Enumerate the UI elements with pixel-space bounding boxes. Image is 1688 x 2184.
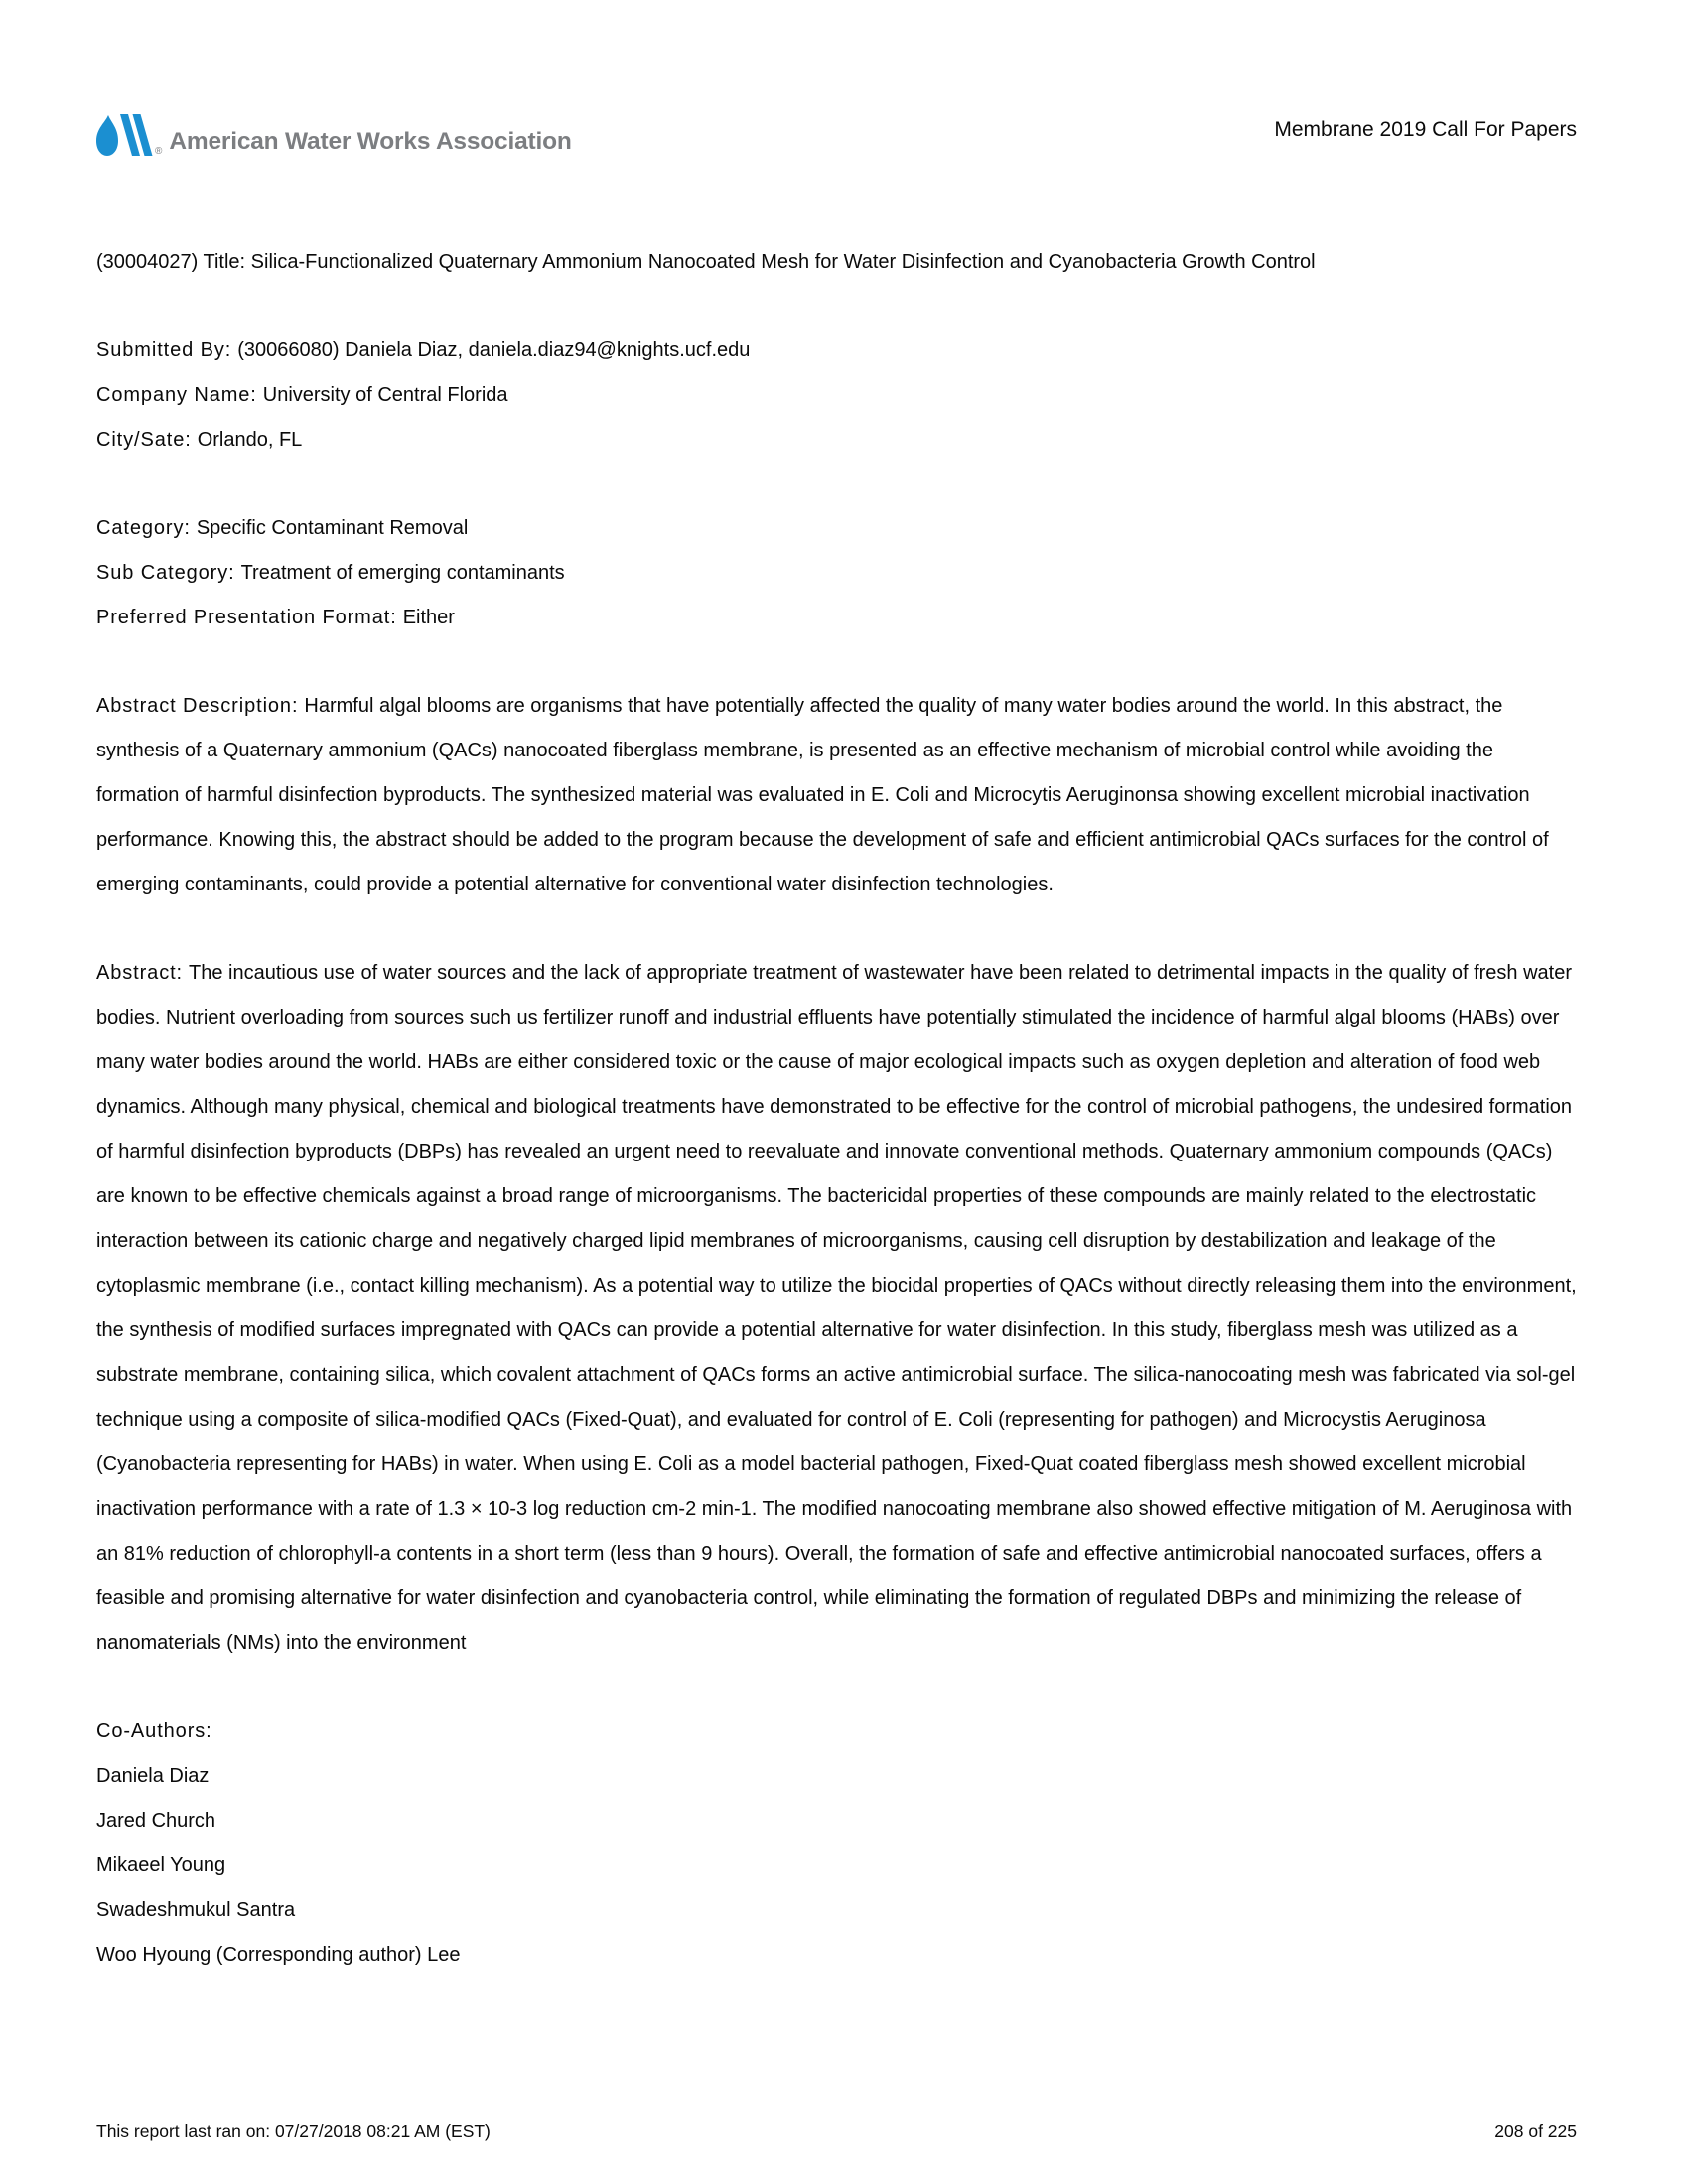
presentation-format-line — [96, 596, 1577, 640]
page-footer — [96, 2121, 1577, 2142]
submitter-info-block — [96, 329, 1577, 463]
submitted-by-line — [96, 329, 1577, 373]
presentation-format-label: Preferred Presentation Format: — [96, 607, 397, 628]
submission-title-line: (30004027) Title: Silica-Functionalized Quaternary Ammonium Nanocoated Mesh for Water Disinfection and Cyanobacteria Growth Control — [96, 251, 1316, 273]
abstract-label: Abstract: — [96, 962, 184, 984]
abstract-paragraph — [96, 951, 1577, 1666]
city-state-label: City/Sate: — [96, 429, 192, 451]
submitted-by-label: Submitted By: — [96, 340, 232, 361]
category-line — [96, 506, 1577, 551]
company-name-value: University of Central Florida — [262, 384, 508, 406]
company-name-line — [96, 373, 1577, 418]
category-value: Specific Contaminant Removal — [196, 517, 469, 539]
category-block — [96, 506, 1577, 640]
sub-category-line — [96, 551, 1577, 596]
page-header — [96, 114, 1577, 158]
abstract-description-label: Abstract Description: — [96, 695, 299, 717]
sub-category-value: Treatment of emerging contaminants — [240, 562, 565, 584]
report-last-ran-text: This report last ran on: 07/27/2018 08:21 AM (EST) — [96, 2121, 491, 2141]
city-state-line — [96, 418, 1577, 463]
report-title: Membrane 2019 Call For Papers — [1274, 118, 1577, 141]
city-state-value: Orlando, FL — [197, 429, 303, 451]
abstract-description-paragraph — [96, 684, 1577, 907]
co-authors-label: Co-Authors: — [96, 1720, 212, 1742]
logo-org-name: American Water Works Association — [169, 128, 572, 155]
presentation-format-value: Either — [402, 607, 455, 628]
category-label: Category: — [96, 517, 191, 539]
co-author-name: Mikaeel Young — [96, 1854, 226, 1876]
page-number: 208 of 225 — [1494, 2121, 1577, 2141]
abstract-description-text: Harmful algal blooms are organisms that have potentially affected the quality of many water bodies around the world. In this abstract, the synthesis of a Quaternary ammonium (QACs) nanocoated fiberglass membrane, is presented as an effective mechanism of microbial control while avoiding the formation of harmful disinfection byproducts. The synthesized material was evaluated in E. Coli and Microcytis Aeruginonsa showing excellent microbial inactivation performance. Knowing this, the abstract should be added to the program because the development of safe and efficient antimicrobial QACs surfaces for the control of emerging contaminants, could provide a potential alternative for conventional water disinfection technologies. — [96, 695, 1549, 895]
abstract-text: The incautious use of water sources and the lack of appropriate treatment of wastewater have been related to detrimental impacts in the quality of fresh water bodies. Nutrient overloading from sources such us fertilizer runoff and industrial effluents have potentially stimulated the incidence of harmful algal blooms (HABs) over many water bodies around the world. HABs are either considered toxic or the cause of major ecological impacts such as oxygen depletion and alteration of food web dynamics. Although many physical, chemical and biological treatments have demonstrated to be effective for the control of microbial pathogens, the undesired formation of harmful disinfection byproducts (DBPs) has revealed an urgent need to reevaluate and innovate conventional methods. Quaternary ammonium compounds (QACs) are known to be effective chemicals against a broad range of microorganisms. The bactericidal properties of these compounds are mainly related to the electrostatic interaction between its cationic charge and negatively charged lipid membranes of microorganisms, causing cell disruption by destabilization and leakage of the cytoplasmic membrane (i.e., contact killing mechanism). As a potential way to utilize the biocidal properties of QACs without directly releasing them into the environment, the synthesis of modified surfaces impregnated with QACs can provide a potential alternative for water disinfection. In this study, fiberglass mesh was utilized as a substrate membrane, containing silica, which covalent attachment of QACs forms an active antimicrobial surface. The silica-nanocoating mesh was fabricated via sol-gel technique using a composite of silica-modified QACs (Fixed-Quat), and evaluated for control of E. Coli (representing for pathogen) and Microcystis Aeruginosa (Cyanobacteria representing for HABs) in water. When using E. Coli as a model bacterial pathogen, Fixed-Quat coated fiberglass mesh showed excellent microbial inactivation performance with a rate of 1.3 × 10-3 log reduction cm-2 min-1. The modified nanocoating membrane also showed effective mitigation of M. Aeruginosa with an 81% reduction of chlorophyll-a contents in a short term (less than 9 hours). Overall, the formation of safe and effective antimicrobial nanocoated surfaces, offers a feasible and promising alternative for water disinfection and cyanobacteria control, while eliminating the formation of regulated DBPs and minimizing the release of nanomaterials (NMs) into the environment — [96, 962, 1577, 1654]
water-drop-logo-icon — [96, 114, 154, 158]
co-author-name: Jared Church — [96, 1810, 216, 1832]
sub-category-label: Sub Category: — [96, 562, 235, 584]
awwa-logo — [96, 114, 572, 158]
co-authors-block — [96, 1709, 1577, 1978]
co-author-name: Daniela Diaz — [96, 1765, 210, 1787]
company-name-label: Company Name: — [96, 384, 257, 406]
submitted-by-value: (30066080) Daniela Diaz, daniela.diaz94@knights.ucf.edu — [237, 340, 751, 361]
abstract-record — [96, 240, 1577, 1978]
registered-trademark-symbol: ® — [155, 146, 163, 157]
co-author-name: Swadeshmukul Santra — [96, 1899, 296, 1921]
co-author-name: Woo Hyoung (Corresponding author) Lee — [96, 1944, 461, 1966]
